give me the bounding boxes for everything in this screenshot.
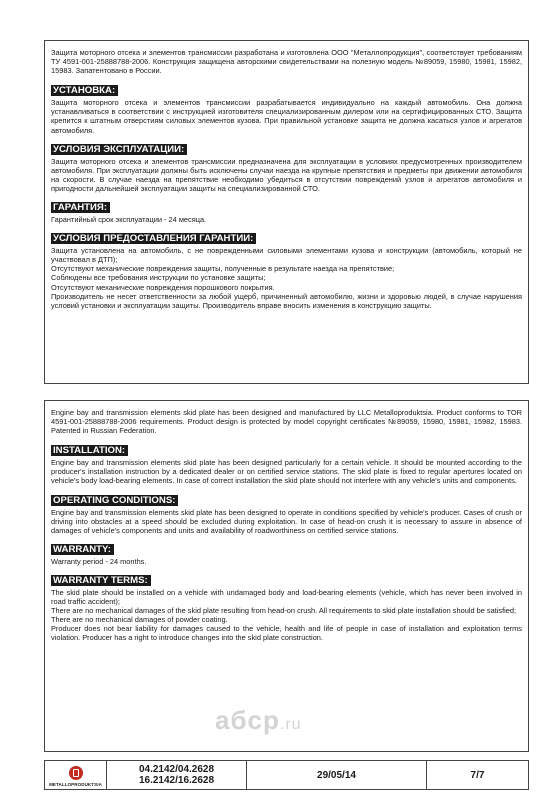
watermark-main: aбcp bbox=[215, 705, 280, 735]
footer-logo-cell bbox=[45, 761, 107, 789]
section-heading: OPERATING CONDITIONS: bbox=[51, 495, 178, 506]
section-text: Гарантийный срок эксплуатации - 24 месяца. bbox=[51, 215, 207, 225]
warranty-terms-section bbox=[51, 570, 522, 643]
watermark-suffix: .ru bbox=[279, 716, 302, 733]
section-text: Engine bay and transmission elements skid plate has been designed to operate in conditions specified by vehicle's producer. Cases of crush or driving into obstacles at a speed should be excluded during exploitation. In case of head-on crush it is necessary to assure in absence of damages of vehicle's components and units and availability of roadworthiness on certified service stations. bbox=[51, 507, 522, 535]
section-heading: УСЛОВИЯ ПРЕДОСТАВЛЕНИЯ ГАРАНТИИ: bbox=[51, 233, 256, 244]
section-heading: УСТАНОВКА: bbox=[51, 85, 118, 96]
section-heading: INSTALLATION: bbox=[51, 445, 128, 456]
section-heading: WARRANTY: bbox=[51, 544, 114, 555]
product-code-line: 04.2142/04.2628 bbox=[138, 764, 215, 775]
section-text: Защита моторного отсека и элементов трансмиссии предназначена для эксплуатации в условиях предусмотренных производителем автомобиля. При эксплуатации должны быть исключены случаи наезда на крупные препятствия и предметы при движении автомобиля на скорости. В случае наезда на препятствие необходимо убедиться в отсутствии повреждений узлов и агрегатов автомобиля и пригодности дальнейшей эксплуатации защиты на специализированной СТО. bbox=[51, 156, 522, 193]
terms-line: There are no mechanical damages of powder coating. bbox=[51, 615, 228, 625]
terms-line: Отсутствуют механические повреждения порошкового покрытия. bbox=[51, 282, 275, 292]
warranty-section bbox=[51, 539, 522, 566]
section-text: Engine bay and transmission elements skid plate has been designed particularly for a certain vehicle. It should be mounted according to the producer's installation instruction by a dedicated dealer or on certified service stations. The skid plate is fixed to regular apertures located on vehicle's body load-bearing elements. In case of correct installation the skid plate should not interfere with any vehicle's units and components. bbox=[51, 458, 522, 486]
operating-section bbox=[51, 490, 522, 535]
metalloproduktsia-logo-icon bbox=[69, 766, 83, 780]
logo-text: METALLOPRODUKTSIA bbox=[49, 781, 102, 787]
section-heading: WARRANTY TERMS: bbox=[51, 575, 151, 586]
installation-section bbox=[51, 80, 522, 134]
intro-paragraph: Engine bay and transmission elements skid plate has been designed and manufactured by LLC Metalloproduktsia. Product conforms to TOR 4591-001-25888788-2006 requirements. Product design is protected by model copyright certificates №89059, 15980, 15981, 15982, 15983. Patented in Russian Federation. bbox=[51, 408, 522, 436]
footer-codes-cell bbox=[107, 761, 247, 789]
terms-line: Соблюдены все требования инструкции по установке защиты; bbox=[51, 273, 266, 283]
warranty-terms-section bbox=[51, 228, 522, 310]
intro-paragraph: Защита моторного отсека и элементов трансмиссии разработана и изготовлена ООО "Металлопродукция", соответствует требованиям ТУ 4591-001-25888788-2006. Конструкция защищена авторскими свидетельствами на полезную модель №89059, 15980, 15981, 15982, 15983. Запатентовано в России. bbox=[51, 48, 522, 76]
abcp-watermark bbox=[215, 705, 302, 736]
terms-line: Producer does not bear liability for damages caused to the vehicle, health and life of people in case of installation and exploitation terms violation. Producer has a right to introduce changes into the skid plate construction. bbox=[51, 624, 522, 643]
section-text: Защита моторного отсека и элементов трансмиссии разрабатывается индивидуально на каждый автомобиль. Она должна устанавливаться в соответствии с инструкцией изготовителя специализированным дилером или на сертифицированных СТО. Защита крепится к штатным отверстиям силовых элементов кузова. При правильной установке защита не должна касаться узлов и агрегатов автомобиля. bbox=[51, 98, 522, 135]
english-text-panel bbox=[44, 400, 529, 752]
terms-line: The skid plate should be installed on a vehicle with undamaged body and load-bearing elements (vehicle, which has never been involved in road traffic accident); bbox=[51, 587, 522, 607]
operating-section bbox=[51, 139, 522, 193]
section-heading: ГАРАНТИЯ: bbox=[51, 202, 110, 213]
footer-page-number: 7/7 bbox=[470, 769, 485, 781]
installation-section bbox=[51, 440, 522, 485]
terms-line: Отсутствуют механические повреждения защиты, полученные в результате наезда на препятствие; bbox=[51, 264, 395, 274]
terms-line: Производитель не несет ответственности за любой ущерб, причиненный автомобилю, жизни и здоровью людей, в случае нарушения условий установки и эксплуатации защиты. Производитель вправе вносить изменения в конструкцию защиты. bbox=[51, 291, 522, 310]
russian-text-panel bbox=[44, 40, 529, 384]
footer-table bbox=[44, 760, 529, 790]
terms-line: There are no mechanical damages of the skid plate resulting from head-on crush. All requirements to skid plate installation should be satisfied; bbox=[51, 606, 517, 616]
product-code-line: 16.2142/16.2628 bbox=[138, 775, 215, 786]
footer-date: 29/05/14 bbox=[247, 761, 427, 789]
warranty-section bbox=[51, 197, 522, 224]
terms-line: Защита установлена на автомобиль, с не поврежденными силовыми элементами кузова и конструкции (автомобиль, который не участвовал в ДТП); bbox=[51, 246, 522, 265]
section-heading: УСЛОВИЯ ЭКСПЛУАТАЦИИ: bbox=[51, 144, 187, 155]
section-text: Warranty period - 24 months. bbox=[51, 556, 147, 566]
